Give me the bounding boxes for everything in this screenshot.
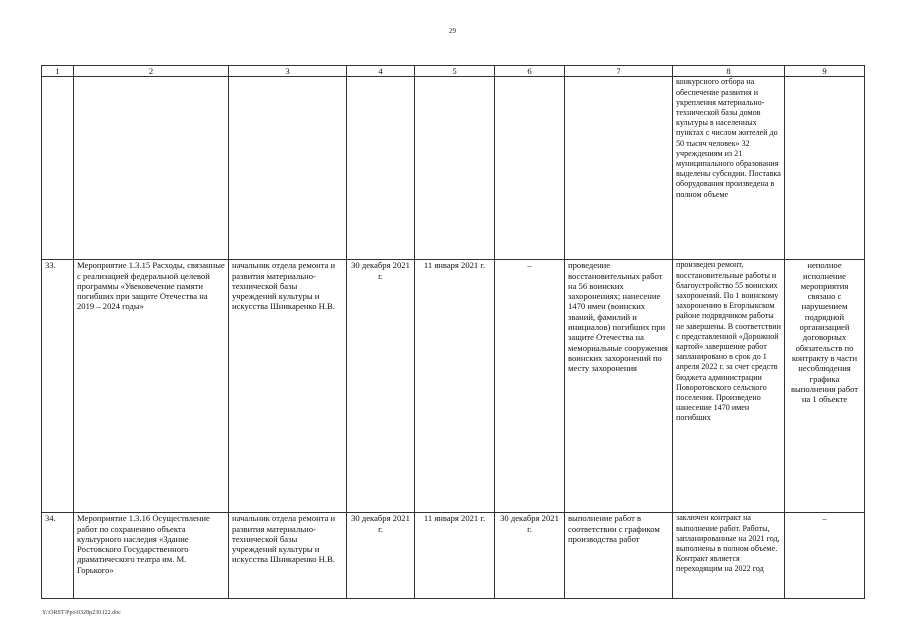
activity-cell: Мероприятие 1.3.16 Осуществление работ по сохранению объекта культурного наследия «Здание Ростовского Государственного драматического театра им. М. Горького» bbox=[74, 513, 229, 599]
responsible-cell bbox=[229, 77, 347, 260]
table-row-34 bbox=[42, 513, 865, 599]
actual-end-date-cell: – bbox=[495, 260, 565, 513]
actual-start-date-cell bbox=[415, 77, 495, 260]
column-number: 1 bbox=[42, 66, 74, 77]
table-row-continuation bbox=[42, 77, 865, 260]
planned-date-cell bbox=[347, 77, 415, 260]
expected-result-cell: выполнение работ в соответствии с графиком производства работ bbox=[565, 513, 673, 599]
responsible-cell: начальник отдела ремонта и развития материально-технической базы учреждений культуры и искусства Шникаренко Н.В. bbox=[229, 513, 347, 599]
reason-cell: неполное исполнение мероприятия связано с нарушением подрядной организацией договорных обязательств по контракту в части несоблюдения графика выполнения работ на 1 объекте bbox=[785, 260, 865, 513]
actual-result-cell: произведен ремонт, восстановительные работы и благоустройство 55 воинских захоронений. По 1 воинскому захоронению в Егорлыкском районе подрядчиком работы не завершены. В соответствии с представленной «Дорожной картой» завершение работ запланировано в срок до 1 апреля 2022 г. за счет средств бюджета администрации Поворотовского сельского поселения. Произведено нанесение 1470 имен погибших bbox=[673, 260, 785, 513]
column-number: 7 bbox=[565, 66, 673, 77]
report-table bbox=[41, 65, 865, 599]
actual-result-cell: конкурсного отбора на обеспечение развития и укрепления материально-технической базы домов культуры в населенных пунктах с числом жителей до 50 тысяч человек» 32 учреждениям из 21 муниципального образования выделены субсидии. Поставка оборудования произведена в полном объеме bbox=[673, 77, 785, 260]
row-number-cell: 34. bbox=[42, 513, 74, 599]
actual-start-date-cell: 11 января 2021 г. bbox=[415, 260, 495, 513]
row-number-cell: 33. bbox=[42, 260, 74, 513]
column-number: 8 bbox=[673, 66, 785, 77]
column-number: 3 bbox=[229, 66, 347, 77]
expected-result-cell bbox=[565, 77, 673, 260]
column-number: 4 bbox=[347, 66, 415, 77]
column-number: 6 bbox=[495, 66, 565, 77]
actual-end-date-cell bbox=[495, 77, 565, 260]
actual-end-date-cell: 30 декабря 2021 г. bbox=[495, 513, 565, 599]
planned-date-cell: 30 декабря 2021 г. bbox=[347, 260, 415, 513]
actual-start-date-cell: 11 января 2021 г. bbox=[415, 513, 495, 599]
column-number-row bbox=[42, 66, 865, 77]
page-number: 29 bbox=[449, 27, 456, 35]
row-number-cell bbox=[42, 77, 74, 260]
column-number: 2 bbox=[74, 66, 229, 77]
planned-date-cell: 30 декабря 2021 г. bbox=[347, 513, 415, 599]
activity-cell: Мероприятие 1.3.15 Расходы, связанные с реализацией федеральной целевой программы «Увековечение памяти погибших при защите Отечества на 2019 – 2024 годы» bbox=[74, 260, 229, 513]
reason-cell: – bbox=[785, 513, 865, 599]
activity-cell bbox=[74, 77, 229, 260]
reason-cell bbox=[785, 77, 865, 260]
responsible-cell: начальник отдела ремонта и развития материально-технической базы учреждений культуры и искусства Шникаренко Н.В. bbox=[229, 260, 347, 513]
column-number: 5 bbox=[415, 66, 495, 77]
column-number: 9 bbox=[785, 66, 865, 77]
table-row-33 bbox=[42, 260, 865, 513]
file-path-footer: Y:\ORST\Ppo\0328p230.f22.doc bbox=[42, 610, 121, 616]
expected-result-cell: проведение восстановительных работ на 56 воинских захоронениях; нанесение 1470 имен (воинских званий, фамилий и инициалов) погибших при защите Отечества на мемориальные сооружения воинских захоронений по месту захоронения bbox=[565, 260, 673, 513]
actual-result-cell: заключен контракт на выполнение работ. Работы, запланированные на 2021 год, выполнены в полном объеме. Контракт является переходящим на 2022 год bbox=[673, 513, 785, 599]
